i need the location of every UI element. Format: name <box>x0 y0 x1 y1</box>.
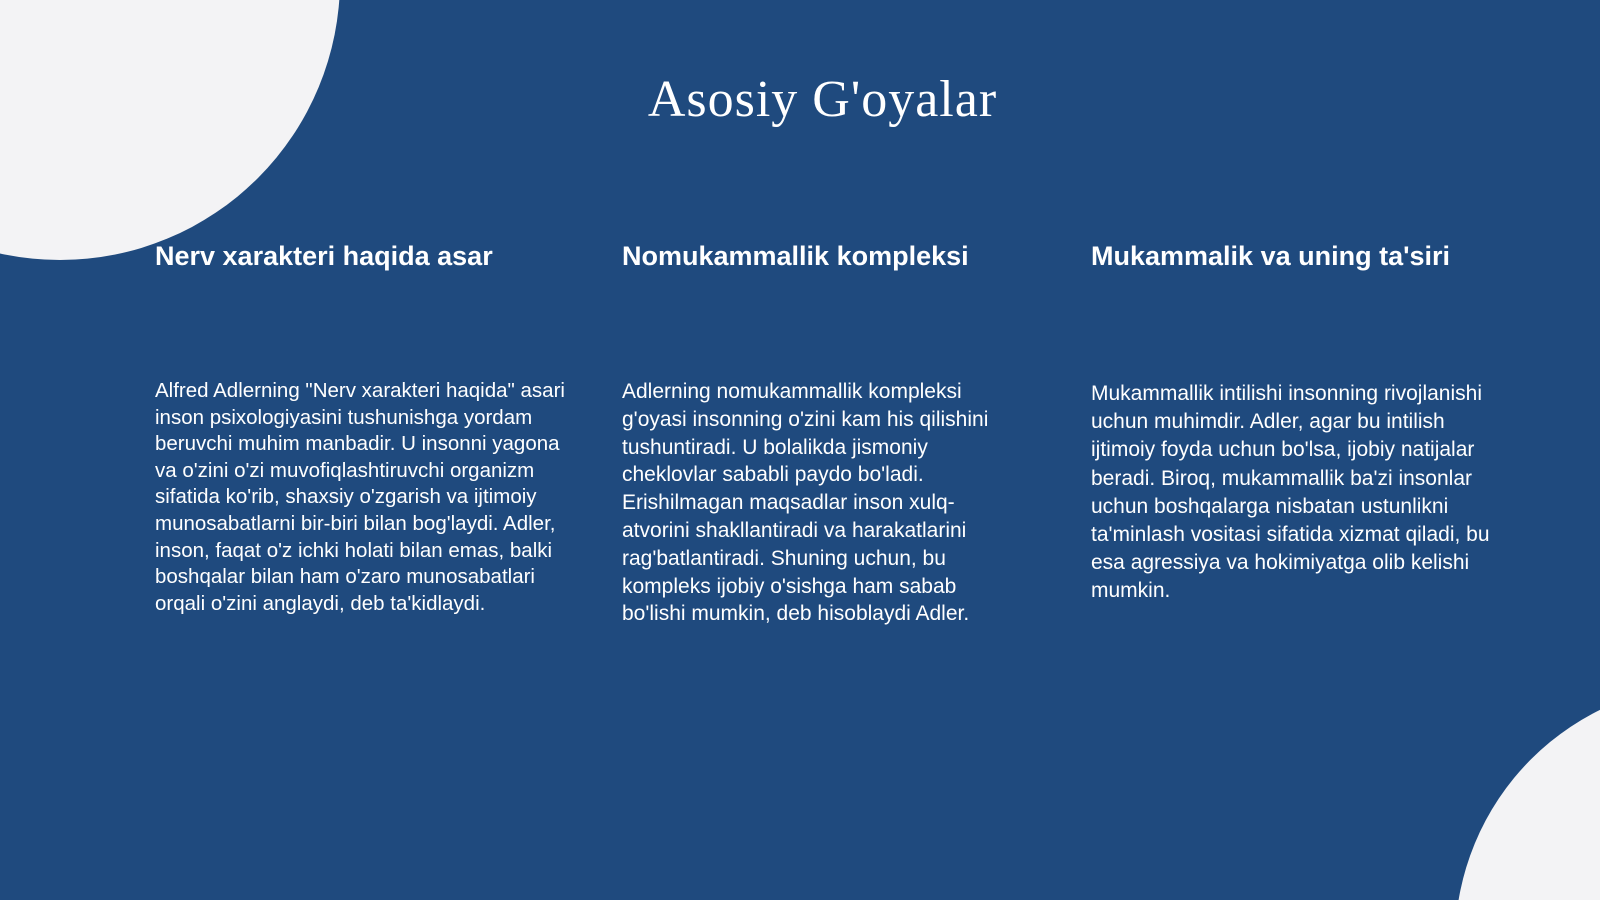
column-body-text: Alfred Adlerning "Nerv xarakteri haqida" asari inson psixologiyasini tushunishga yordam beruvchi muhim manbadir. U insonni yagona va o'zini o'zi muvofiqlashtiruvchi organizm sifatida ko'rib, shaxsiy o'zgarish va ijtimoiy munosabatlarni bir-biri bilan bog'laydi. Adler, inson, faqat o'z ichki holati bilan emas, balki boshqalar bilan ham o'zaro munosabatlari orqali o'zini anglaydi, deb ta'kidlaydi. <box>155 379 565 615</box>
column-body-text: Mukammallik intilishi insonning rivojlanishi uchun muhimdir. Adler, agar bu intilish ijtimoiy foyda uchun bo'lsa, ijobiy natijalar beradi. Biroq, mukammallik ba'zi insonlar uchun boshqalarga nisbatan ustunlikni ta'minlash vositasi sifatida xizmat qiladi, bu esa agressiya va hokimiyatga olib kelishi mumkin. <box>1091 382 1490 603</box>
idea-column-1 <box>155 240 567 615</box>
idea-column-2 <box>622 240 1022 626</box>
decorative-circle-bottom-right <box>1455 683 1600 900</box>
column-heading: Nerv xarakteri haqida asar <box>155 241 493 271</box>
decorative-circle-top-left <box>0 0 340 260</box>
column-body-text: Adlerning nomukammallik kompleksi g'oyasi insonning o'zini kam his qilishini tushuntiradi. U bolalikda jismoniy cheklovlar sababli paydo bo'ladi. Erishilmagan maqsadlar inson xulq-atvorini shakllantiradi va harakatlarini rag'batlantiradi. Shuning uchun, bu kompleks ijobiy o'sishga ham sabab bo'lishi mumkin, deb hisoblaydi Adler. <box>622 380 989 626</box>
column-heading: Nomukammallik kompleksi <box>622 241 969 271</box>
column-heading: Mukammalik va uning ta'siri <box>1091 241 1451 271</box>
slide-title: Asosiy G'oyalar <box>647 71 998 128</box>
idea-column-3 <box>1091 240 1491 603</box>
